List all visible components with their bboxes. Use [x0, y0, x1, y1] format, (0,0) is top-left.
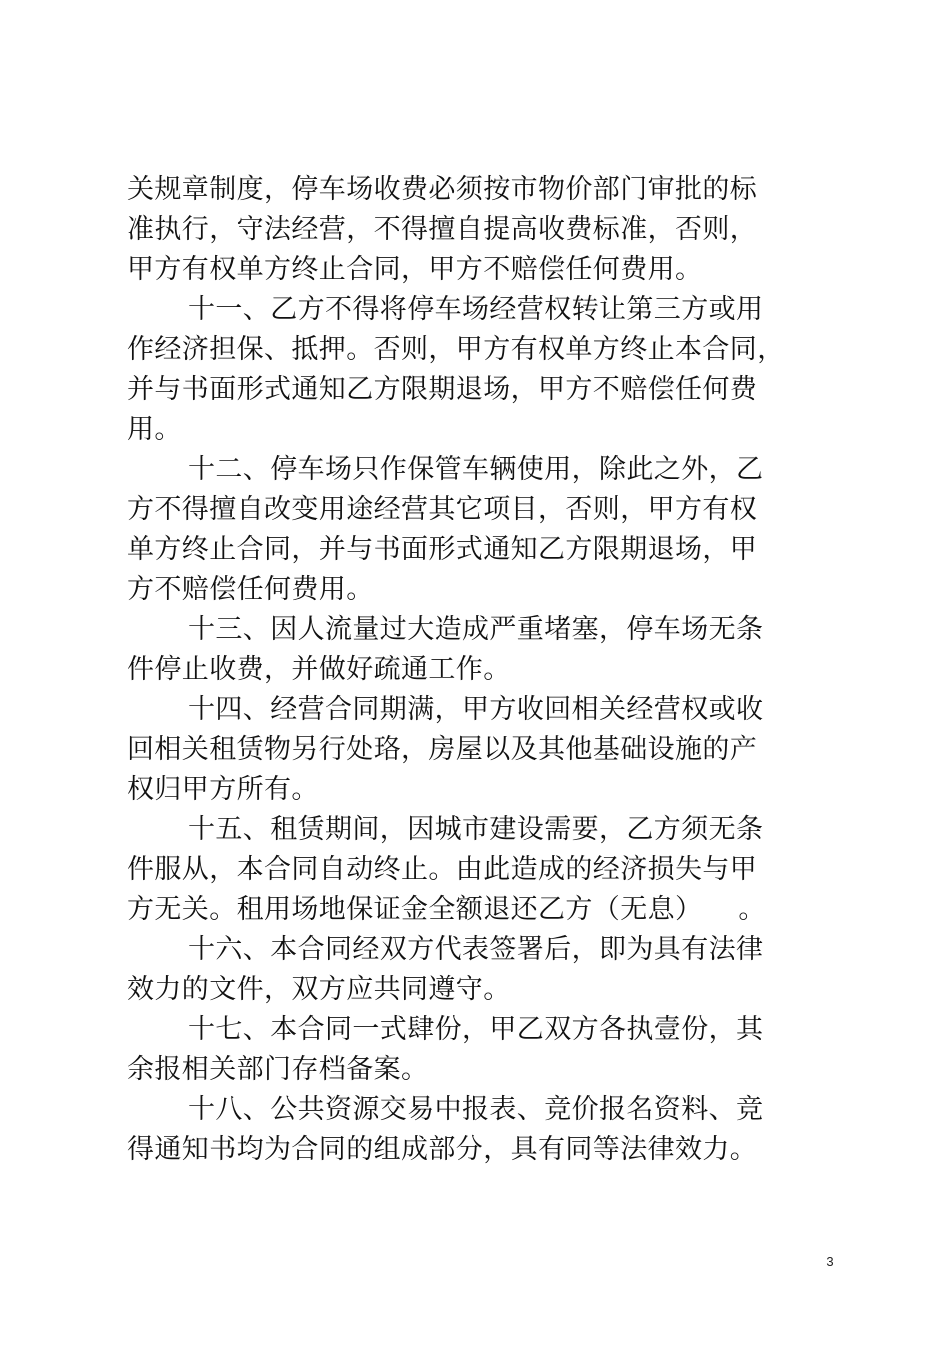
- text-line: 权归甲方所有。: [127, 774, 319, 805]
- text-line: 用。: [127, 414, 182, 445]
- text-line: 准执行，守法经营，不得擅自提高收费标准，否则，: [127, 214, 758, 245]
- text-line: 作经济担保、抵押。否则，甲方有权单方终止本合同，: [127, 334, 785, 365]
- clause-16-heading-line: 十六、本合同经双方代表签署后，即为具有法律: [188, 934, 764, 965]
- text-line: 余报相关部门存档备案。: [127, 1054, 429, 1085]
- clause-17-heading-line: 十七、本合同一式肆份，甲乙双方各执壹份，其: [188, 1014, 764, 1045]
- text-line: 单方终止合同，并与书面形式通知乙方限期退场，甲: [127, 534, 758, 565]
- clause-15-heading-line: 十五、租赁期间，因城市建设需要，乙方须无条: [188, 814, 764, 845]
- text-line: 方不得擅自改变用途经营其它项目，否则，甲方有权: [127, 494, 758, 525]
- text-line: 甲方有权单方终止合同，甲方不赔偿任何费用。: [127, 254, 703, 285]
- text-line: 效力的文件，双方应共同遵守。: [127, 974, 511, 1005]
- clause-12-heading-line: 十二、停车场只作保管车辆使用，除此之外，乙: [188, 454, 764, 485]
- clause-18-heading-line: 十八、公共资源交易中报表、竞价报名资料、竞: [188, 1094, 764, 1125]
- text-line: 件服从，本合同自动终止。由此造成的经济损失与甲: [127, 854, 758, 885]
- contract-body-text: [127, 170, 785, 1170]
- clause-13-heading-line: 十三、因人流量过大造成严重堵塞，停车场无条: [188, 614, 764, 645]
- text-line: 方不赔偿任何费用。: [127, 574, 374, 605]
- text-line: 得通知书均为合同的组成部分，具有同等法律效力。: [127, 1134, 758, 1165]
- text-line: 方无关。租用场地保证金全额退还乙方（无息） 。: [127, 894, 766, 925]
- clause-11-heading-line: 十一、乙方不得将停车场经营权转让第三方或用: [188, 294, 764, 325]
- text-line: 关规章制度，停车场收费必须按市物价部门审批的标: [127, 174, 758, 205]
- text-line: 件停止收费，并做好疏通工作。: [127, 654, 511, 685]
- text-line: 并与书面形式通知乙方限期退场，甲方不赔偿任何费: [127, 374, 758, 405]
- page-number: 3: [826, 1254, 834, 1269]
- text-line: 回相关租赁物另行处珞，房屋以及其他基础设施的产: [127, 734, 758, 765]
- clause-14-heading-line: 十四、经营合同期满，甲方收回相关经营权或收: [188, 694, 764, 725]
